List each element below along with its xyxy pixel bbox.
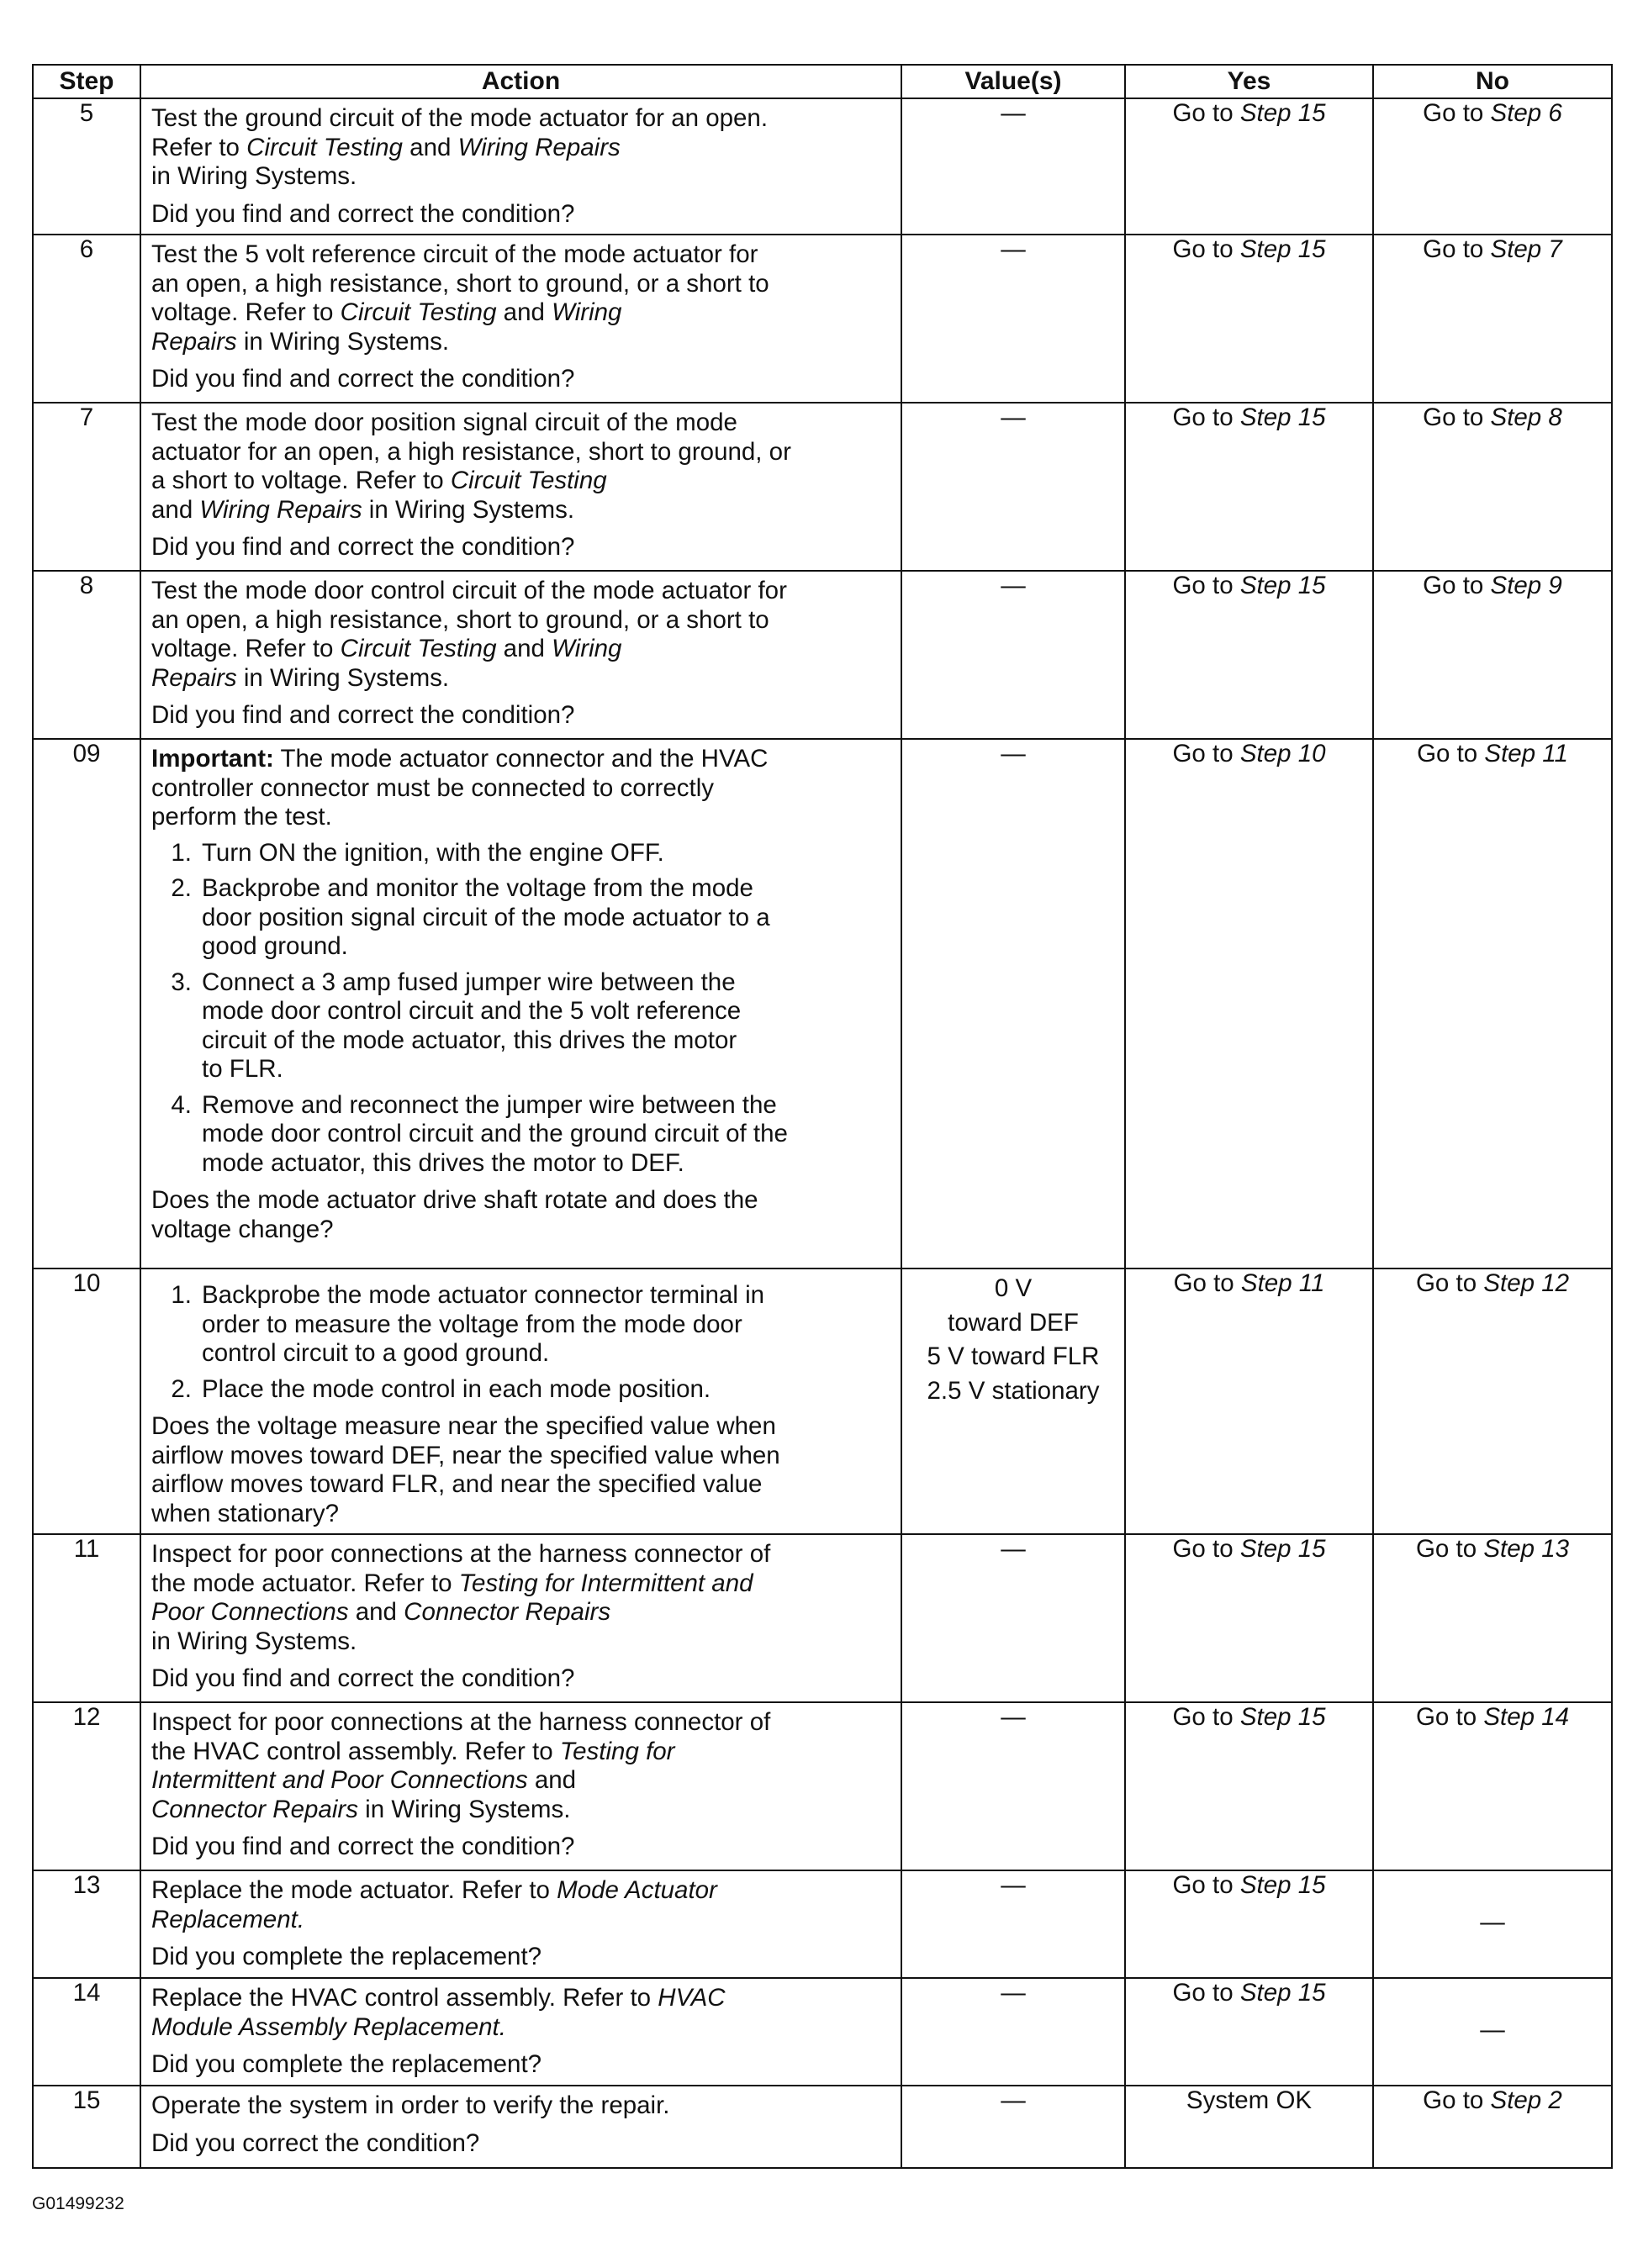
action-cell	[140, 1702, 901, 1870]
procedure-list-item	[151, 1091, 890, 1179]
value-text: 0 V	[994, 1274, 1033, 1302]
step-number: 14	[33, 1978, 140, 2086]
no-cell	[1373, 235, 1612, 403]
yes-step-reference: Step 15	[1239, 1535, 1326, 1563]
value-text: —	[1001, 572, 1026, 599]
value-cell	[901, 403, 1125, 571]
action-cell	[140, 235, 901, 403]
action-line	[151, 2091, 890, 2121]
list-number: 4.	[171, 1090, 192, 1119]
question-text: Did you complete the replacement?	[151, 1943, 542, 1970]
table-row	[33, 1268, 1612, 1534]
table-row	[33, 403, 1612, 571]
reference-text: Module Assembly Replacement.	[151, 2012, 506, 2041]
reference-text: Testing for	[559, 1737, 675, 1765]
procedure-list-item	[151, 968, 890, 1084]
reference-text: Circuit Testing	[450, 467, 607, 494]
action-text: and	[402, 133, 458, 161]
yes-cell	[1125, 1870, 1373, 1978]
yes-step-reference: Step 15	[1239, 1703, 1326, 1731]
action-cell	[140, 571, 901, 739]
action-line	[151, 635, 890, 664]
question-text: Did you find and correct the condition?	[151, 1664, 575, 1692]
procedure-list-item	[151, 839, 890, 868]
action-line	[151, 162, 890, 192]
action-text: Replace the HVAC control assembly. Refer to	[151, 1984, 658, 2012]
action-text: the mode actuator. Refer to	[151, 1569, 459, 1597]
question-text: Did you find and correct the condition?	[151, 365, 575, 393]
no-cell	[1373, 1870, 1612, 1978]
no-step-reference: Step 9	[1490, 572, 1562, 599]
value-cell	[901, 1978, 1125, 2086]
table-body	[33, 98, 1612, 2168]
no-step-reference: Step 11	[1484, 740, 1568, 767]
action-text: Refer to	[151, 133, 247, 161]
no-cell	[1373, 98, 1612, 235]
question-line: airflow moves toward FLR, and near the specified value	[151, 1470, 763, 1498]
action-line	[151, 134, 890, 163]
no-text: —	[1480, 2015, 1505, 2044]
no-cell	[1373, 1268, 1612, 1534]
header-step: Step	[33, 65, 140, 98]
action-line	[151, 270, 890, 299]
no-cell	[1373, 1702, 1612, 1870]
yes-cell	[1125, 1534, 1373, 1702]
no-cell	[1373, 1978, 1612, 2086]
value-cell	[901, 1870, 1125, 1978]
list-line: control circuit to a good ground.	[202, 1339, 550, 1367]
list-line: door position signal circuit of the mode actuator to a	[202, 903, 770, 931]
header-action: Action	[140, 65, 901, 98]
step-number: 8	[33, 571, 140, 739]
list-text	[202, 1281, 890, 1369]
header-no: No	[1373, 65, 1612, 98]
question-line: Does the voltage measure near the specified value when	[151, 1412, 776, 1440]
reference-text: Mode Actuator	[557, 1876, 717, 1904]
procedure-list-item	[151, 1375, 890, 1405]
action-line	[151, 1627, 890, 1657]
action-text: in Wiring Systems.	[362, 495, 575, 524]
list-line: mode door control circuit and the ground circuit of the	[202, 1120, 788, 1147]
no-text: —	[1480, 1907, 1505, 1936]
action-text: Test the 5 volt reference circuit of the mode actuator for	[151, 240, 758, 268]
value-text: —	[1001, 1703, 1026, 1731]
procedure-list-item	[151, 1281, 890, 1369]
no-step-reference: Step 2	[1490, 2086, 1562, 2114]
list-line: mode door control circuit and the 5 volt reference	[202, 997, 742, 1025]
yes-text: System OK	[1186, 2086, 1313, 2114]
no-text: Go to	[1415, 1703, 1484, 1731]
action-line	[151, 774, 890, 804]
action-line	[151, 409, 890, 438]
list-text	[202, 1375, 890, 1405]
no-step-reference: Step 13	[1483, 1535, 1570, 1563]
list-line: Backprobe the mode actuator connector terminal in	[202, 1281, 765, 1309]
yes-step-reference: Step 10	[1239, 740, 1326, 767]
question-line: when stationary?	[151, 1499, 340, 1527]
action-text: Test the mode door position signal circuit of the mode	[151, 409, 737, 436]
no-text: Go to	[1423, 235, 1491, 263]
yes-text: Go to	[1172, 1535, 1240, 1563]
question-text: Did you find and correct the condition?	[151, 701, 575, 729]
no-text: Go to	[1423, 572, 1491, 599]
no-cell	[1373, 1534, 1612, 1702]
yes-step-reference: Step 15	[1239, 403, 1326, 431]
no-text: Go to	[1415, 1269, 1484, 1297]
reference-text: Connector Repairs	[151, 1795, 358, 1823]
no-step-reference: Step 12	[1483, 1269, 1570, 1297]
table-row	[33, 1978, 1612, 2086]
header-yes: Yes	[1125, 65, 1373, 98]
action-text: the HVAC control assembly. Refer to	[151, 1737, 560, 1765]
no-step-reference: Step 14	[1483, 1703, 1570, 1731]
action-line	[151, 1708, 890, 1738]
action-cell	[140, 1870, 901, 1978]
action-text: actuator for an open, a high resistance, short to ground, or	[151, 437, 791, 466]
action-text: in Wiring Systems.	[151, 162, 357, 190]
yes-cell	[1125, 739, 1373, 1268]
yes-cell	[1125, 403, 1373, 571]
reference-text: Poor Connections	[151, 1598, 349, 1626]
no-cell	[1373, 571, 1612, 739]
step-number: 10	[33, 1268, 140, 1534]
reference-text: Circuit Testing	[340, 635, 497, 662]
reference-text: Repairs	[151, 327, 237, 356]
action-text: and	[496, 298, 552, 326]
yes-cell	[1125, 1702, 1373, 1870]
action-text: Operate the system in order to verify the repair.	[151, 2091, 670, 2119]
action-text: Inspect for poor connections at the harness connector of	[151, 1540, 771, 1568]
value-text: —	[1001, 1979, 1026, 2007]
list-number: 2.	[171, 874, 192, 902]
action-text: Replace the mode actuator. Refer to	[151, 1876, 557, 1904]
no-text: Go to	[1423, 2086, 1491, 2114]
value-text: toward DEF	[948, 1308, 1079, 1337]
yes-text: Go to	[1172, 403, 1240, 431]
list-line: circuit of the mode actuator, this drives the motor	[202, 1026, 737, 1054]
question-line: airflow moves toward DEF, near the specified value when	[151, 1441, 780, 1469]
figure-id: G01499232	[32, 2194, 124, 2213]
list-number: 2.	[171, 1374, 192, 1403]
action-text: voltage. Refer to	[151, 298, 341, 326]
question-text	[151, 1412, 890, 1528]
table-row	[33, 235, 1612, 403]
yes-text: Go to	[1173, 1269, 1241, 1297]
yes-step-reference: Step 15	[1239, 235, 1326, 263]
action-text: a short to voltage. Refer to	[151, 467, 451, 494]
list-line: good ground.	[202, 932, 348, 960]
value-cell	[901, 98, 1125, 235]
action-line	[151, 1738, 890, 1767]
value-text: —	[1001, 2086, 1026, 2114]
action-line	[151, 803, 890, 832]
list-number: 3.	[171, 968, 192, 996]
list-line: Connect a 3 amp fused jumper wire between the	[202, 968, 736, 996]
action-line	[151, 1569, 890, 1599]
value-text: —	[1001, 235, 1026, 263]
reference-text: Replacement.	[151, 1905, 305, 1933]
yes-text: Go to	[1172, 1871, 1240, 1899]
action-text: perform the test.	[151, 803, 332, 831]
action-cell	[140, 403, 901, 571]
action-text: and	[348, 1598, 404, 1626]
yes-text: Go to	[1172, 740, 1240, 767]
action-cell	[140, 739, 901, 1268]
list-line: Backprobe and monitor the voltage from the mode	[202, 874, 753, 902]
diagnostic-table	[32, 64, 1613, 2169]
step-number: 11	[33, 1534, 140, 1702]
yes-text: Go to	[1172, 99, 1240, 127]
list-text	[202, 968, 890, 1084]
table-row	[33, 1702, 1612, 1870]
value-cell	[901, 235, 1125, 403]
question-text: Did you find and correct the condition?	[151, 1833, 575, 1860]
value-text: —	[1001, 1535, 1026, 1563]
yes-step-reference: Step 15	[1239, 99, 1326, 127]
header-values: Value(s)	[901, 65, 1125, 98]
value-cell	[901, 1702, 1125, 1870]
yes-step-reference: Step 15	[1239, 572, 1326, 599]
yes-cell	[1125, 1268, 1373, 1534]
reference-text: HVAC	[658, 1984, 726, 2012]
action-line	[151, 104, 890, 134]
action-line	[151, 438, 890, 467]
yes-text: Go to	[1172, 1703, 1240, 1731]
no-step-reference: Step 8	[1490, 403, 1562, 431]
action-line	[151, 240, 890, 270]
action-line	[151, 1796, 890, 1825]
value-text: —	[1001, 99, 1026, 127]
value-cell	[901, 1534, 1125, 1702]
reference-text: Wiring	[552, 298, 622, 326]
action-line	[151, 1906, 890, 1935]
value-cell	[901, 1268, 1125, 1534]
no-text: Go to	[1423, 99, 1491, 127]
action-line	[151, 328, 890, 357]
question-text: Did you correct the condition?	[151, 2128, 480, 2157]
step-number: 09	[33, 739, 140, 1268]
list-line: order to measure the voltage from the mode door	[202, 1310, 742, 1338]
action-line	[151, 1876, 890, 1906]
reference-text: Wiring Repairs	[199, 495, 362, 524]
value-cell	[901, 2086, 1125, 2168]
action-text: an open, a high resistance, short to ground, or a short to	[151, 269, 769, 298]
list-line: Turn ON the ignition, with the engine OFF.	[202, 838, 664, 867]
yes-cell	[1125, 1978, 1373, 2086]
yes-text: Go to	[1172, 235, 1240, 263]
reference-text: Wiring	[552, 635, 622, 662]
action-line	[151, 298, 890, 328]
table-row	[33, 571, 1612, 739]
table-row	[33, 98, 1612, 235]
yes-cell	[1125, 98, 1373, 235]
value-cell	[901, 739, 1125, 1268]
no-step-reference: Step 6	[1490, 99, 1562, 127]
list-text	[202, 1091, 890, 1179]
value-cell	[901, 571, 1125, 739]
question-line: voltage change?	[151, 1215, 334, 1243]
list-number: 1.	[171, 838, 192, 867]
yes-step-reference: Step 15	[1239, 1979, 1326, 2007]
action-text: in Wiring Systems.	[236, 663, 450, 692]
action-line	[151, 2013, 890, 2043]
reference-text: Intermittent and Poor Connections	[151, 1766, 528, 1794]
action-text: in Wiring Systems.	[236, 327, 450, 356]
value-text: 2.5 V stationary	[927, 1376, 1100, 1405]
table-header-row	[33, 65, 1612, 98]
action-line	[151, 745, 890, 774]
yes-cell	[1125, 2086, 1373, 2168]
no-text: Go to	[1423, 403, 1491, 431]
action-line	[151, 1598, 890, 1627]
action-text: an open, a high resistance, short to ground, or a short to	[151, 605, 769, 634]
question-line: Does the mode actuator drive shaft rotate and does the	[151, 1186, 758, 1214]
action-text: Test the ground circuit of the mode actuator for an open.	[151, 104, 769, 132]
value-text: —	[1001, 740, 1026, 767]
reference-text: Connector Repairs	[404, 1598, 611, 1626]
action-line	[151, 1984, 890, 2013]
question-text: Did you complete the replacement?	[151, 2050, 542, 2078]
action-line	[151, 1540, 890, 1569]
list-text	[202, 839, 890, 868]
action-line	[151, 577, 890, 606]
no-cell	[1373, 739, 1612, 1268]
yes-cell	[1125, 571, 1373, 739]
action-line	[151, 496, 890, 525]
step-number: 5	[33, 98, 140, 235]
question-text	[151, 1186, 890, 1244]
yes-text: Go to	[1172, 1979, 1240, 2007]
list-line: mode actuator, this drives the motor to DEF.	[202, 1148, 684, 1177]
question-text: Did you find and correct the condition?	[151, 533, 575, 561]
action-line	[151, 664, 890, 694]
no-cell	[1373, 2086, 1612, 2168]
step-number: 6	[33, 235, 140, 403]
yes-cell	[1125, 235, 1373, 403]
reference-text: Circuit Testing	[340, 298, 497, 326]
list-text	[202, 874, 890, 962]
action-text: and	[151, 495, 200, 524]
list-number: 1.	[171, 1281, 192, 1309]
action-line	[151, 606, 890, 636]
action-text: controller connector must be connected to correctly	[151, 773, 714, 802]
important-label: Important:	[151, 745, 274, 773]
action-cell	[140, 1978, 901, 2086]
action-cell	[140, 1268, 901, 1534]
step-number: 12	[33, 1702, 140, 1870]
table-row	[33, 2086, 1612, 2168]
action-line	[151, 1766, 890, 1796]
yes-step-reference: Step 11	[1240, 1269, 1325, 1297]
action-text: and	[496, 635, 552, 662]
action-text: voltage. Refer to	[151, 635, 341, 662]
no-step-reference: Step 7	[1490, 235, 1562, 263]
no-text: Go to	[1415, 1535, 1484, 1563]
table-row	[33, 1534, 1612, 1702]
value-text: —	[1001, 1871, 1026, 1899]
step-number: 15	[33, 2086, 140, 2168]
value-text: 5 V toward FLR	[927, 1342, 1100, 1370]
action-text: Test the mode door control circuit of the mode actuator for	[151, 577, 787, 604]
action-cell	[140, 1534, 901, 1702]
procedure-list-item	[151, 874, 890, 962]
table-row	[33, 739, 1612, 1268]
reference-text: Testing for Intermittent and	[458, 1569, 753, 1597]
step-number: 7	[33, 403, 140, 571]
reference-text: Repairs	[151, 663, 237, 692]
action-line	[151, 467, 890, 496]
list-line: Remove and reconnect the jumper wire between the	[202, 1090, 777, 1119]
action-cell	[140, 2086, 901, 2168]
action-text: in Wiring Systems.	[151, 1627, 357, 1655]
reference-text: Circuit Testing	[246, 133, 403, 161]
action-text: Inspect for poor connections at the harness connector of	[151, 1708, 771, 1736]
table-row	[33, 1870, 1612, 1978]
value-text: —	[1001, 403, 1026, 431]
question-text: Did you find and correct the condition?	[151, 199, 575, 228]
action-text: in Wiring Systems.	[357, 1795, 571, 1823]
action-text: The mode actuator connector and the HVAC	[273, 745, 769, 773]
action-cell	[140, 98, 901, 235]
list-line: Place the mode control in each mode position.	[202, 1374, 711, 1403]
list-line: to FLR.	[202, 1055, 283, 1083]
no-cell	[1373, 403, 1612, 571]
step-number: 13	[33, 1870, 140, 1978]
action-text: and	[527, 1766, 577, 1794]
yes-step-reference: Step 15	[1239, 1871, 1326, 1899]
no-text: Go to	[1417, 740, 1485, 767]
yes-text: Go to	[1172, 572, 1240, 599]
reference-text: Wiring Repairs	[457, 133, 621, 161]
